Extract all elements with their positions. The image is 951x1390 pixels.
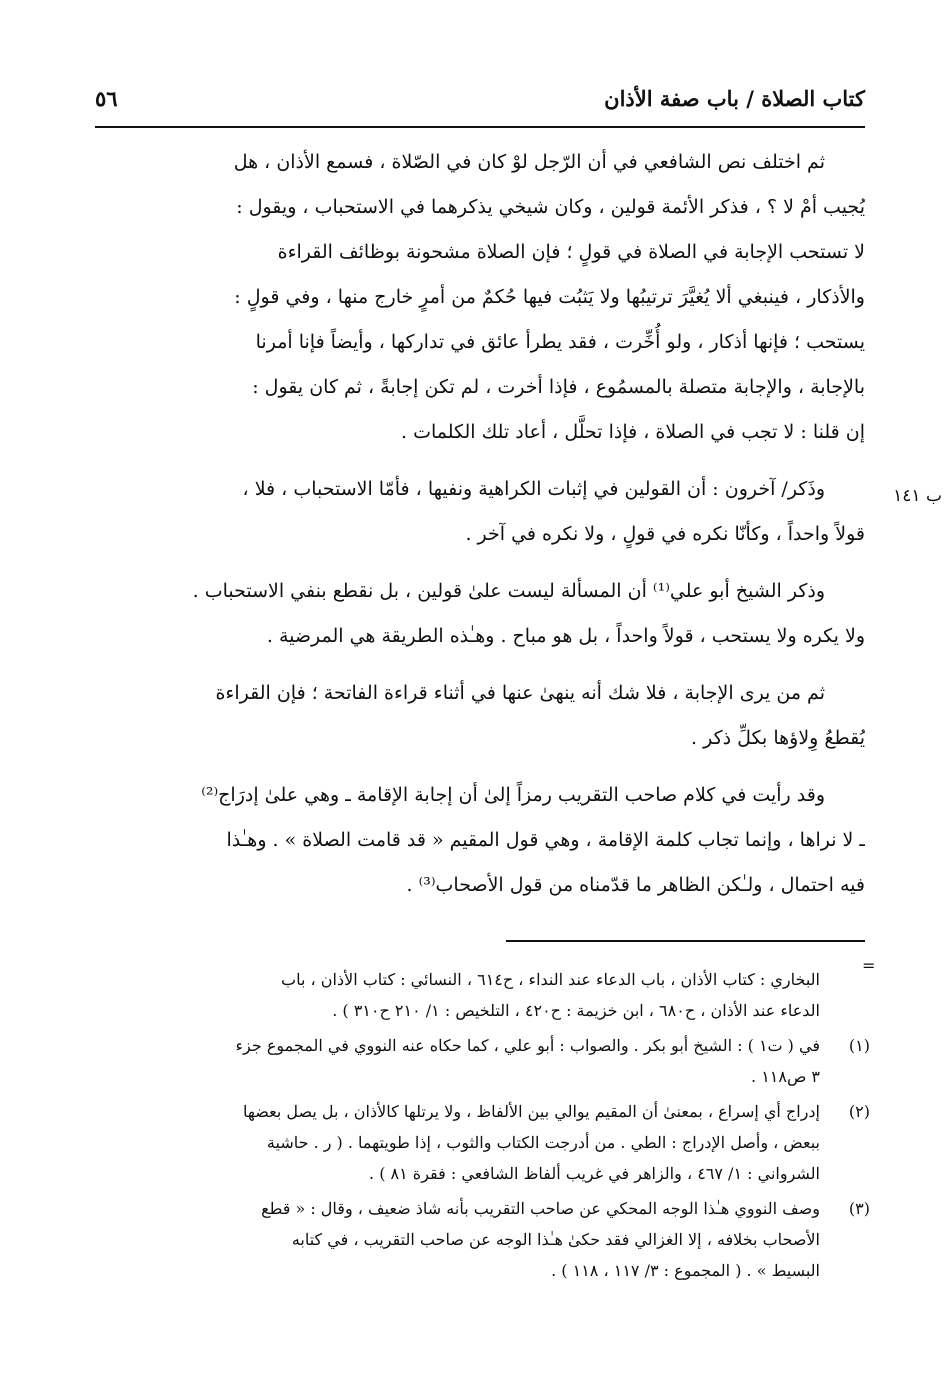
- footnote-line: الشرواني : ١/ ٤٦٧ ، والزاهر في غريب ألفاظ الشافعي : فقرة ٨١ ) .: [369, 1164, 820, 1183]
- footnote-number: (١): [848, 1036, 870, 1055]
- footnote-number: (٢): [848, 1102, 870, 1121]
- text-line: وذكر الشيخ أبو علي⁽¹⁾ أن المسألة ليست علىٰ قولين ، بل نقطع بنفي الاستحباب .: [192, 580, 825, 602]
- footnote-line: إدراج أي إسراع ، بمعنىٰ أن المقيم يوالي بين الألفاظ ، ولا يرتلها كالأذان ، بل يصل بعضها: [242, 1102, 820, 1121]
- text-line: فيه احتمال ، ولـٰكن الظاهر ما قدّمناه من قول الأصحاب⁽³⁾ .: [406, 874, 865, 896]
- main-text: [95, 140, 865, 920]
- footnotes: [95, 964, 875, 1290]
- running-header-title: كتاب الصلاة / باب صفة الأذان: [604, 86, 865, 111]
- footnote: [95, 1030, 875, 1092]
- page-number: ٥٦: [95, 86, 118, 111]
- text-line: وقد رأيت في كلام صاحب التقريب رمزاً إلىٰ أن إجابة الإقامة ـ وهي علىٰ إدرَاج⁽²⁾: [201, 784, 825, 806]
- paragraph: [95, 569, 865, 659]
- paragraph: [95, 140, 865, 455]
- running-header: [95, 86, 865, 126]
- footnote: [95, 1193, 875, 1286]
- header-rule: [95, 126, 865, 128]
- footnote-line: الدعاء عند الأذان ، ح٦٨٠ ، ابن خزيمة : ح٤٢٠ ، التلخيص : ١/ ٢١٠ ح٣١٠ ) .: [332, 1001, 820, 1020]
- footnote-rule: [506, 940, 865, 942]
- text-line: يُجيب أمْ لا ؟ ، فذكر الأئمة قولين ، وكان شيخي يذكرهما في الاستحباب ، ويقول :: [236, 196, 865, 218]
- text-line: يُقطعُ وِلاؤها بكلِّ ذكر .: [691, 727, 865, 749]
- text-line: قولاً واحداً ، وكأنّا نكره في قولٍ ، ولا نكره في آخر .: [465, 523, 865, 545]
- text-line: وذَكر/ آخرون : أن القولين في إثبات الكراهية ونفيها ، فأمّا الاستحباب ، فلا ،: [242, 478, 825, 500]
- footnote-number: (٣): [848, 1199, 870, 1218]
- footnote-line: البخاري : كتاب الأذان ، باب الدعاء عند النداء ، ح٦١٤ ، النسائي : كتاب الأذان ، باب: [281, 970, 820, 989]
- footnote-continuation-mark: =: [862, 956, 876, 975]
- margin-folio-note: ب ١٤١: [893, 486, 942, 506]
- footnote: [95, 964, 875, 1026]
- text-line: ـ لا نراها ، وإنما تجاب كلمة الإقامة ، وهي قول المقيم « قد قامت الصلاة » . وهـٰذا: [226, 829, 865, 851]
- text-line: والأذكار ، فينبغي ألا يُغيَّرَ ترتيبُها ولا يَثبُت فيها حُكمٌ من أمرٍ خارج منها ، وفي قولٍ :: [234, 286, 865, 308]
- footnote: [95, 1096, 875, 1189]
- text-line: يستحب ؛ فإنها أذكار ، ولو أُخِّرت ، فقد يطرأ عائق في تداركها ، وأيضاً فإنا أمرنا: [255, 331, 865, 353]
- text-line: ثم من يرى الإجابة ، فلا شك أنه ينهىٰ عنها في أثناء قراءة الفاتحة ؛ فإن القراءة: [215, 682, 825, 704]
- footnote-line: في ( ت١ ) : الشيخ أبو بكر . والصواب : أبو علي ، كما حكاه عنه النووي في المجموع جزء: [235, 1036, 820, 1055]
- text-line: ولا يكره ولا يستحب ، قولاً واحداً ، بل هو مباح . وهـٰذه الطريقة هي المرضية .: [266, 625, 865, 647]
- footnote-line: ببعض ، وأصل الإدراج : الطي . من أدرجت الكتاب والثوب ، إذا طويتهما . ( ر . حاشية: [266, 1133, 820, 1152]
- text-line: إن قلنا : لا تجب في الصلاة ، فإذا تحلَّل ، أعاد تلك الكلمات .: [401, 421, 865, 443]
- paragraph: [95, 467, 865, 557]
- footnote-line: ٣ ص١١٨ .: [751, 1067, 820, 1086]
- text-line: ثم اختلف نص الشافعي في أن الرّجل لوْ كان في الصّلاة ، فسمع الأذان ، هل: [233, 151, 825, 173]
- footnote-line: وصف النووي هـٰذا الوجه المحكي عن صاحب التقريب بأنه شاذ ضعيف ، وقال : « قطع: [261, 1199, 820, 1218]
- text-line: بالإجابة ، والإجابة متصلة بالمسمُوع ، فإذا أخرت ، لم تكن إجابةً ، ثم كان يقول :: [252, 376, 865, 398]
- paragraph: [95, 671, 865, 761]
- text-line: لا تستحب الإجابة في الصلاة في قولٍ ؛ فإن الصلاة مشحونة بوظائف القراءة: [277, 241, 865, 263]
- paragraph: [95, 773, 865, 908]
- footnote-line: الأصحاب بخلافه ، إلا الغزالي فقد حكىٰ هـٰذا الوجه عن صاحب التقريب ، في كتابه: [291, 1230, 820, 1249]
- footnote-line: البسيط » . ( المجموع : ٣/ ١١٧ ، ١١٨ ) .: [551, 1261, 820, 1280]
